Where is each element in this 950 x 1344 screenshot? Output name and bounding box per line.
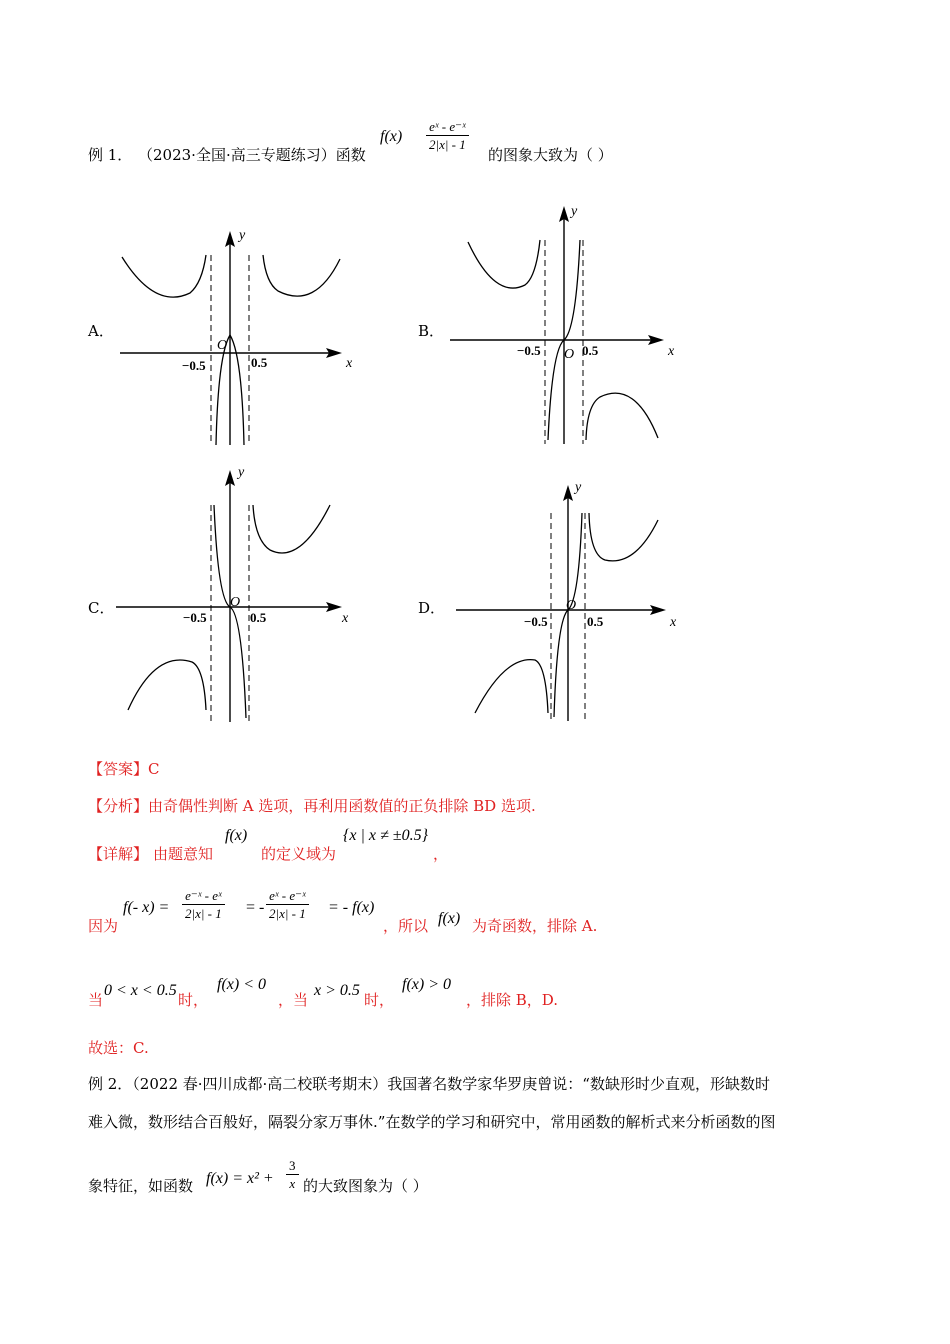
because-eq-neg: = - [246,899,265,916]
graph-d[interactable] [450,475,710,725]
detail-domain: {x | x ≠ ±0.5} [343,827,428,844]
because-f-neg: f(- x) = [123,899,170,916]
graph-b-y-label: y [571,204,578,219]
option-b-label[interactable]: B． [418,322,445,340]
because-tail: 为奇函数，排除 A. [472,917,598,935]
detail-fx: f(x) [225,827,248,844]
analysis-line [88,795,536,816]
example1-numerator: eˣ - e⁻ˣ [426,118,469,136]
graph-d-pos-tick: 0.5 [587,614,604,629]
graph-c-y-label: y [238,465,245,480]
graph-b-curve-right-outer [586,393,658,440]
graph-b-neg-tick: −0.5 [517,343,541,358]
detail-comma: ， [433,845,449,863]
example1-fx: f(x) [380,128,403,145]
graph-d-curve-left-outer [475,660,548,713]
because-text: ，所以 [383,917,429,935]
detail-head: 【详解】 [88,845,149,863]
graph-a-neg-tick: −0.5 [182,358,206,373]
answer-head: 【答案】 [88,760,149,778]
graph-c-pos-tick: 0.5 [250,610,267,625]
because-num1: e⁻ˣ - eˣ [182,887,225,905]
example1-fraction [426,118,469,153]
example1-source: （2023·全国·高三专题练习）函数 [138,146,366,164]
graph-a-origin: O [217,338,228,353]
graph-a-x-label: x [346,356,353,371]
detail-text1: 由题意知 [153,845,214,863]
graph-a[interactable] [110,225,370,450]
graph-b[interactable] [440,200,700,450]
when-w2: ，当 [278,991,309,1009]
graph-b-origin: O [564,347,575,362]
graph-d-curve-right-outer [589,513,658,561]
because-rhs: = - f(x) [328,899,375,916]
when-cond2: x > 0.5 [314,982,360,999]
because-den2: 2|x| - 1 [269,906,306,921]
example2-tail: 的大致图象为（ ） [303,1177,428,1195]
graph-b-curve-left-outer [468,240,540,288]
graph-c-neg-tick: −0.5 [183,610,207,625]
option-d-label[interactable]: D． [418,599,446,617]
when-t2: 时， [364,991,395,1009]
graph-c-x-label: x [342,611,349,626]
answer-value: C [148,760,160,778]
analysis-head: 【分析】 [88,797,149,815]
graph-d-y-label: y [575,480,582,495]
example2-fx: f(x) = x² + [206,1170,274,1187]
example2-line2: 难入微，数形结合百般好，隔裂分家万事休.”在数学的学习和研究中，常用函数的解析式来分析函数的图 [88,1113,776,1131]
graph-c[interactable] [110,460,370,725]
graph-d-neg-tick: −0.5 [524,614,548,629]
graph-c-origin: O [230,595,241,610]
when-tail: ，排除 B，D. [466,991,559,1009]
conclusion: 故选：C. [88,1039,149,1057]
graph-a-curve-right-outer [263,255,340,296]
analysis-text: 由奇偶性判断 A 选项，再利用函数值的正负排除 BD 选项. [148,797,536,815]
example2-line3-lead: 象特征，如函数 [88,1177,194,1195]
because-den1: 2|x| - 1 [185,906,222,921]
answer-line [88,758,160,779]
graph-d-x-label: x [670,615,677,630]
when-w1: 当 [88,991,104,1009]
when-t1: 时， [178,991,209,1009]
because-lead: 因为 [88,917,119,935]
when-res2: f(x) > 0 [402,976,451,993]
graph-a-pos-tick: 0.5 [251,355,268,370]
example1-denominator: 2|x| - 1 [429,137,466,152]
because-fraction-2 [266,887,309,922]
because-fraction-1 [182,887,225,922]
graph-c-curve-right-outer [253,505,330,553]
graph-a-curve-left-outer [122,255,206,297]
example1-tail: 的图象大致为（ ） [488,146,613,164]
example2-denominator: x [289,1176,296,1191]
graph-b-x-label: x [668,344,675,359]
graph-b-pos-tick: 0.5 [582,343,599,358]
because-fx: f(x) [438,910,461,927]
example2-fraction [286,1157,299,1192]
when-cond1: 0 < x < 0.5 [104,982,177,999]
option-a-label[interactable]: A． [88,322,114,340]
graph-d-origin: O [566,598,577,613]
example1-label: 例 1． [88,146,133,164]
option-c-label[interactable]: C． [88,599,115,617]
graph-a-y-label: y [239,228,246,243]
example2-line1: 例 2．（2022 春·四川成都·高二校联考期末）我国著名数学家华罗庚曾说：“数缺形时少直观，形缺数时 [88,1075,770,1093]
graph-c-curve-left-outer [128,660,206,710]
because-num2: eˣ - e⁻ˣ [266,887,309,905]
when-res1: f(x) < 0 [217,976,266,993]
detail-text2: 的定义域为 [261,845,337,863]
example2-numerator: 3 [286,1157,299,1175]
